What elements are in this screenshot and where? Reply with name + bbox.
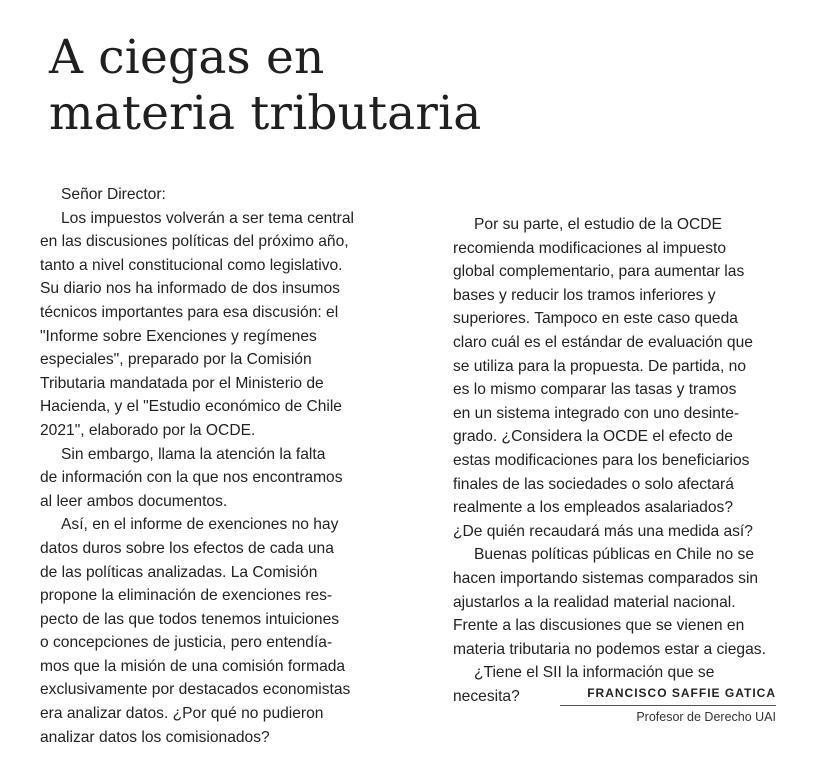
text-line: finales de las sociedades o solo afectará	[453, 475, 734, 493]
text-line: datos duros sobre los efectos de cada una	[40, 539, 334, 557]
text-line: Señor Director:	[61, 186, 166, 203]
text-line: se utiliza para la propuesta. De partida, no	[453, 357, 746, 375]
text-line: materia tributaria no podemos estar a ciegas.	[453, 640, 766, 658]
author-title: Profesor de Derecho UAI	[636, 710, 776, 724]
text-line: grado. ¿Considera la OCDE el efecto de	[453, 428, 733, 446]
text-line: o concepciones de justicia, pero entendía-	[40, 634, 333, 652]
text-line: ¿Tiene el SII la información que se	[474, 664, 715, 682]
text-line: Su diario nos ha informado de dos insumos	[40, 280, 340, 298]
text-line: de información con la que nos encontramos	[40, 469, 343, 487]
text-line: mos que la misión de una comisión formada	[40, 657, 346, 675]
text-line: Los impuestos volverán a ser tema central	[61, 209, 354, 227]
text-line: claro cuál es el estándar de evaluación que	[453, 333, 753, 351]
text-line: 2021", elaborado por la OCDE.	[40, 421, 256, 439]
text-line: propone la eliminación de exenciones res-	[40, 587, 333, 605]
headline-line: materia tributaria	[49, 86, 482, 141]
text-line: realmente a los empleados asalariados?	[453, 499, 733, 517]
text-line: global complementario, para aumentar las	[453, 263, 745, 281]
text-line: hacen importando sistemas comparados sin	[453, 569, 759, 587]
right-text-column	[453, 213, 791, 708]
text-line: ajustarlos a la realidad material nacional.	[453, 593, 736, 611]
text-line: Frente a las discusiones que se vienen en	[453, 617, 745, 635]
text-line: Así, en el informe de exenciones no hay	[61, 516, 339, 534]
text-line: era analizar datos. ¿Por qué no pudieron	[40, 705, 324, 723]
text-line: tanto a nivel constitucional como legislativo.	[40, 256, 343, 274]
text-line: Sin embargo, llama la atención la falta	[61, 445, 326, 463]
text-line: es lo mismo comparar las tasas y tramos	[453, 381, 737, 399]
text-line: ¿De quién recaudará más una medida así?	[453, 522, 753, 540]
text-line: necesita?	[453, 687, 520, 705]
text-line: Buenas políticas públicas en Chile no se	[474, 546, 754, 564]
text-line: en las discusiones políticas del próximo año,	[40, 233, 349, 251]
signature-block	[560, 686, 776, 724]
text-line: en un sistema integrado con uno desinte-	[453, 404, 740, 422]
text-line: Tributaria mandatada por el Ministerio de	[40, 374, 324, 392]
text-line: bases y reducir los tramos inferiores y	[453, 286, 716, 304]
text-line: de las políticas analizadas. La Comisión	[40, 563, 318, 581]
text-line: Por su parte, el estudio de la OCDE	[474, 216, 722, 233]
text-line: recomienda modificaciones al impuesto	[453, 239, 727, 257]
text-line: analizar datos los comisionados?	[40, 728, 270, 746]
text-line: técnicos importantes para esa discusión: el	[40, 303, 339, 321]
headline	[49, 30, 689, 142]
text-line: especiales", preparado por la Comisión	[40, 351, 312, 369]
text-line: estas modificaciones para los beneficiarios	[453, 451, 750, 469]
text-line: pecto de las que todos tenemos intuiciones	[40, 610, 340, 628]
headline-line: A ciegas en	[49, 30, 325, 85]
text-line: "Informe sobre Exenciones y regímenes	[40, 327, 317, 345]
left-text-column	[40, 183, 410, 749]
text-line: Hacienda, y el "Estudio económico de Chile	[40, 398, 342, 416]
text-line: al leer ambos documentos.	[40, 492, 228, 510]
text-line: exclusivamente por destacados economistas	[40, 681, 351, 699]
author-name: FRANCISCO SAFFIE GATICA	[560, 686, 776, 706]
text-line: superiores. Tampoco en este caso queda	[453, 310, 738, 328]
